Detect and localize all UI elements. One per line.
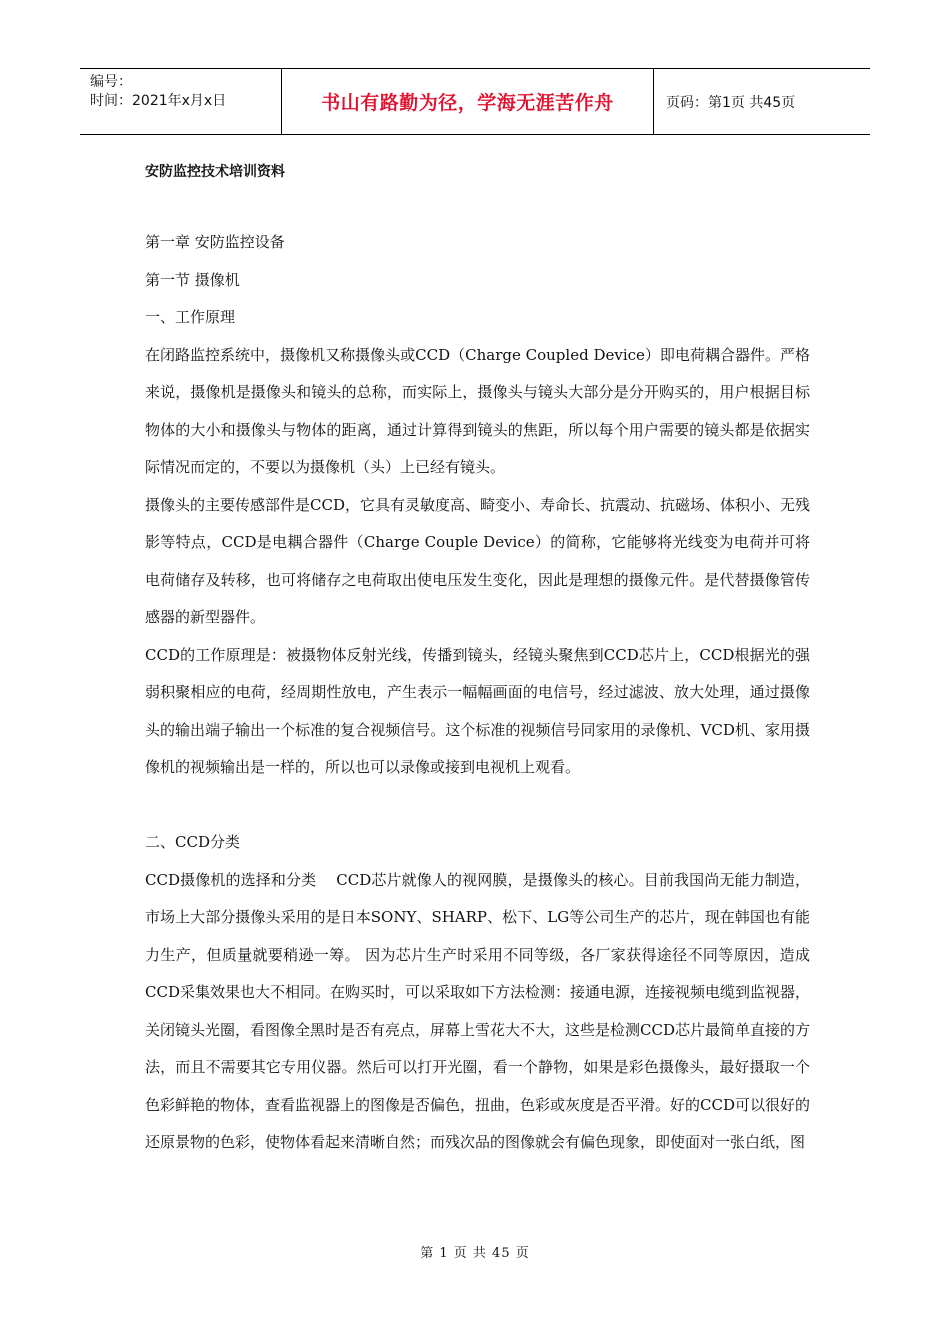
doc-date: 时间：2021年x月x日	[90, 93, 227, 109]
paragraph-1: 在闭路监控系统中，摄像机又称摄像头或CCD（Charge Coupled Device）即电荷耦合器件。严格来说，摄像机是摄像头和镜头的总称，而实际上，摄像头与镜头大部分是分开购买的，用户根据目标物体的大小和摄像头与物体的距离，通过计算得到镜头的焦距，所以每个用户需要的镜头都是依据实际情况而定的，不要以为摄像机（头）上已经有镜头。	[145, 345, 810, 476]
document-title: 安防监控技术培训资料	[145, 164, 285, 180]
doc-number-label: 编号：	[90, 74, 132, 90]
header-page-info: 页码：第1页 共45页	[666, 94, 796, 111]
paragraph-2: 摄像头的主要传感部件是CCD，它具有灵敏度高、畸变小、寿命长、抗震动、抗磁场、体积小、无残影等特点，CCD是电耦合器件（Charge Couple Device）的简称，它能够将光线变为电荷并可将电荷储存及转移，也可将储存之电荷取出使电压发生变化，因此是理想的摄像元件。是代替摄像管传感器的新型器件。	[145, 495, 810, 626]
chapter-heading: 第一章 安防监控设备	[145, 233, 285, 251]
paragraph-3: CCD的工作原理是：被摄物体反射光线，传播到镜头，经镜头聚焦到CCD芯片上，CCD根据光的强弱积聚相应的电荷，经周期性放电，产生表示一幅幅画面的电信号，经过滤波、放大处理，通过摄像头的输出端子输出一个标准的复合视频信号。这个标准的视频信号同家用的录像机、VCD机、家用摄像机的视频输出是一样的，所以也可以录像或接到电视机上观看。	[145, 645, 810, 776]
header-meta	[80, 69, 282, 134]
section-heading: 第一节 摄像机	[145, 270, 240, 289]
spacer	[145, 787, 810, 825]
header-table	[80, 68, 870, 135]
subsection-heading-2: 二、CCD分类	[145, 833, 240, 851]
subsection-heading-1: 一、工作原理	[145, 308, 236, 326]
header-motto: 书山有路勤为径，学海无涯苦作舟	[282, 69, 654, 134]
spacer	[145, 194, 810, 224]
paragraph-4: CCD摄像机的选择和分类 CCD芯片就像人的视网膜，是摄像头的核心。目前我国尚无能力制造，市场上大部分摄像头采用的是日本SONY、SHARP、松下、LG等公司生产的芯片，现在韩国也有能力生产，但质量就要稍逊一筹。 因为芯片生产时采用不同等级，各厂家获得途径不同等原因，造成CCD采集效果也大不相同。在购买时，可以采取如下方法检测：接通电源，连接视频电缆到监视器，关闭镜头光圈，看图像全黑时是否有亮点，屏幕上雪花大不大，这些是检测CCD芯片最简单直接的方法，而且不需要其它专用仪器。然后可以打开光圈，看一个静物，如果是彩色摄像头，最好摄取一个色彩鲜艳的物体，查看监视器上的图像是否偏色，扭曲，色彩或灰度是否平滑。好的CCD可以很好的还原景物的色彩，使物体看起来清晰自然；而残次品的图像就会有偏色现象，即使面对一张白纸，图	[145, 870, 810, 1151]
document-body	[145, 150, 810, 1162]
page-footer: 第 1 页 共 45 页	[420, 1246, 530, 1261]
